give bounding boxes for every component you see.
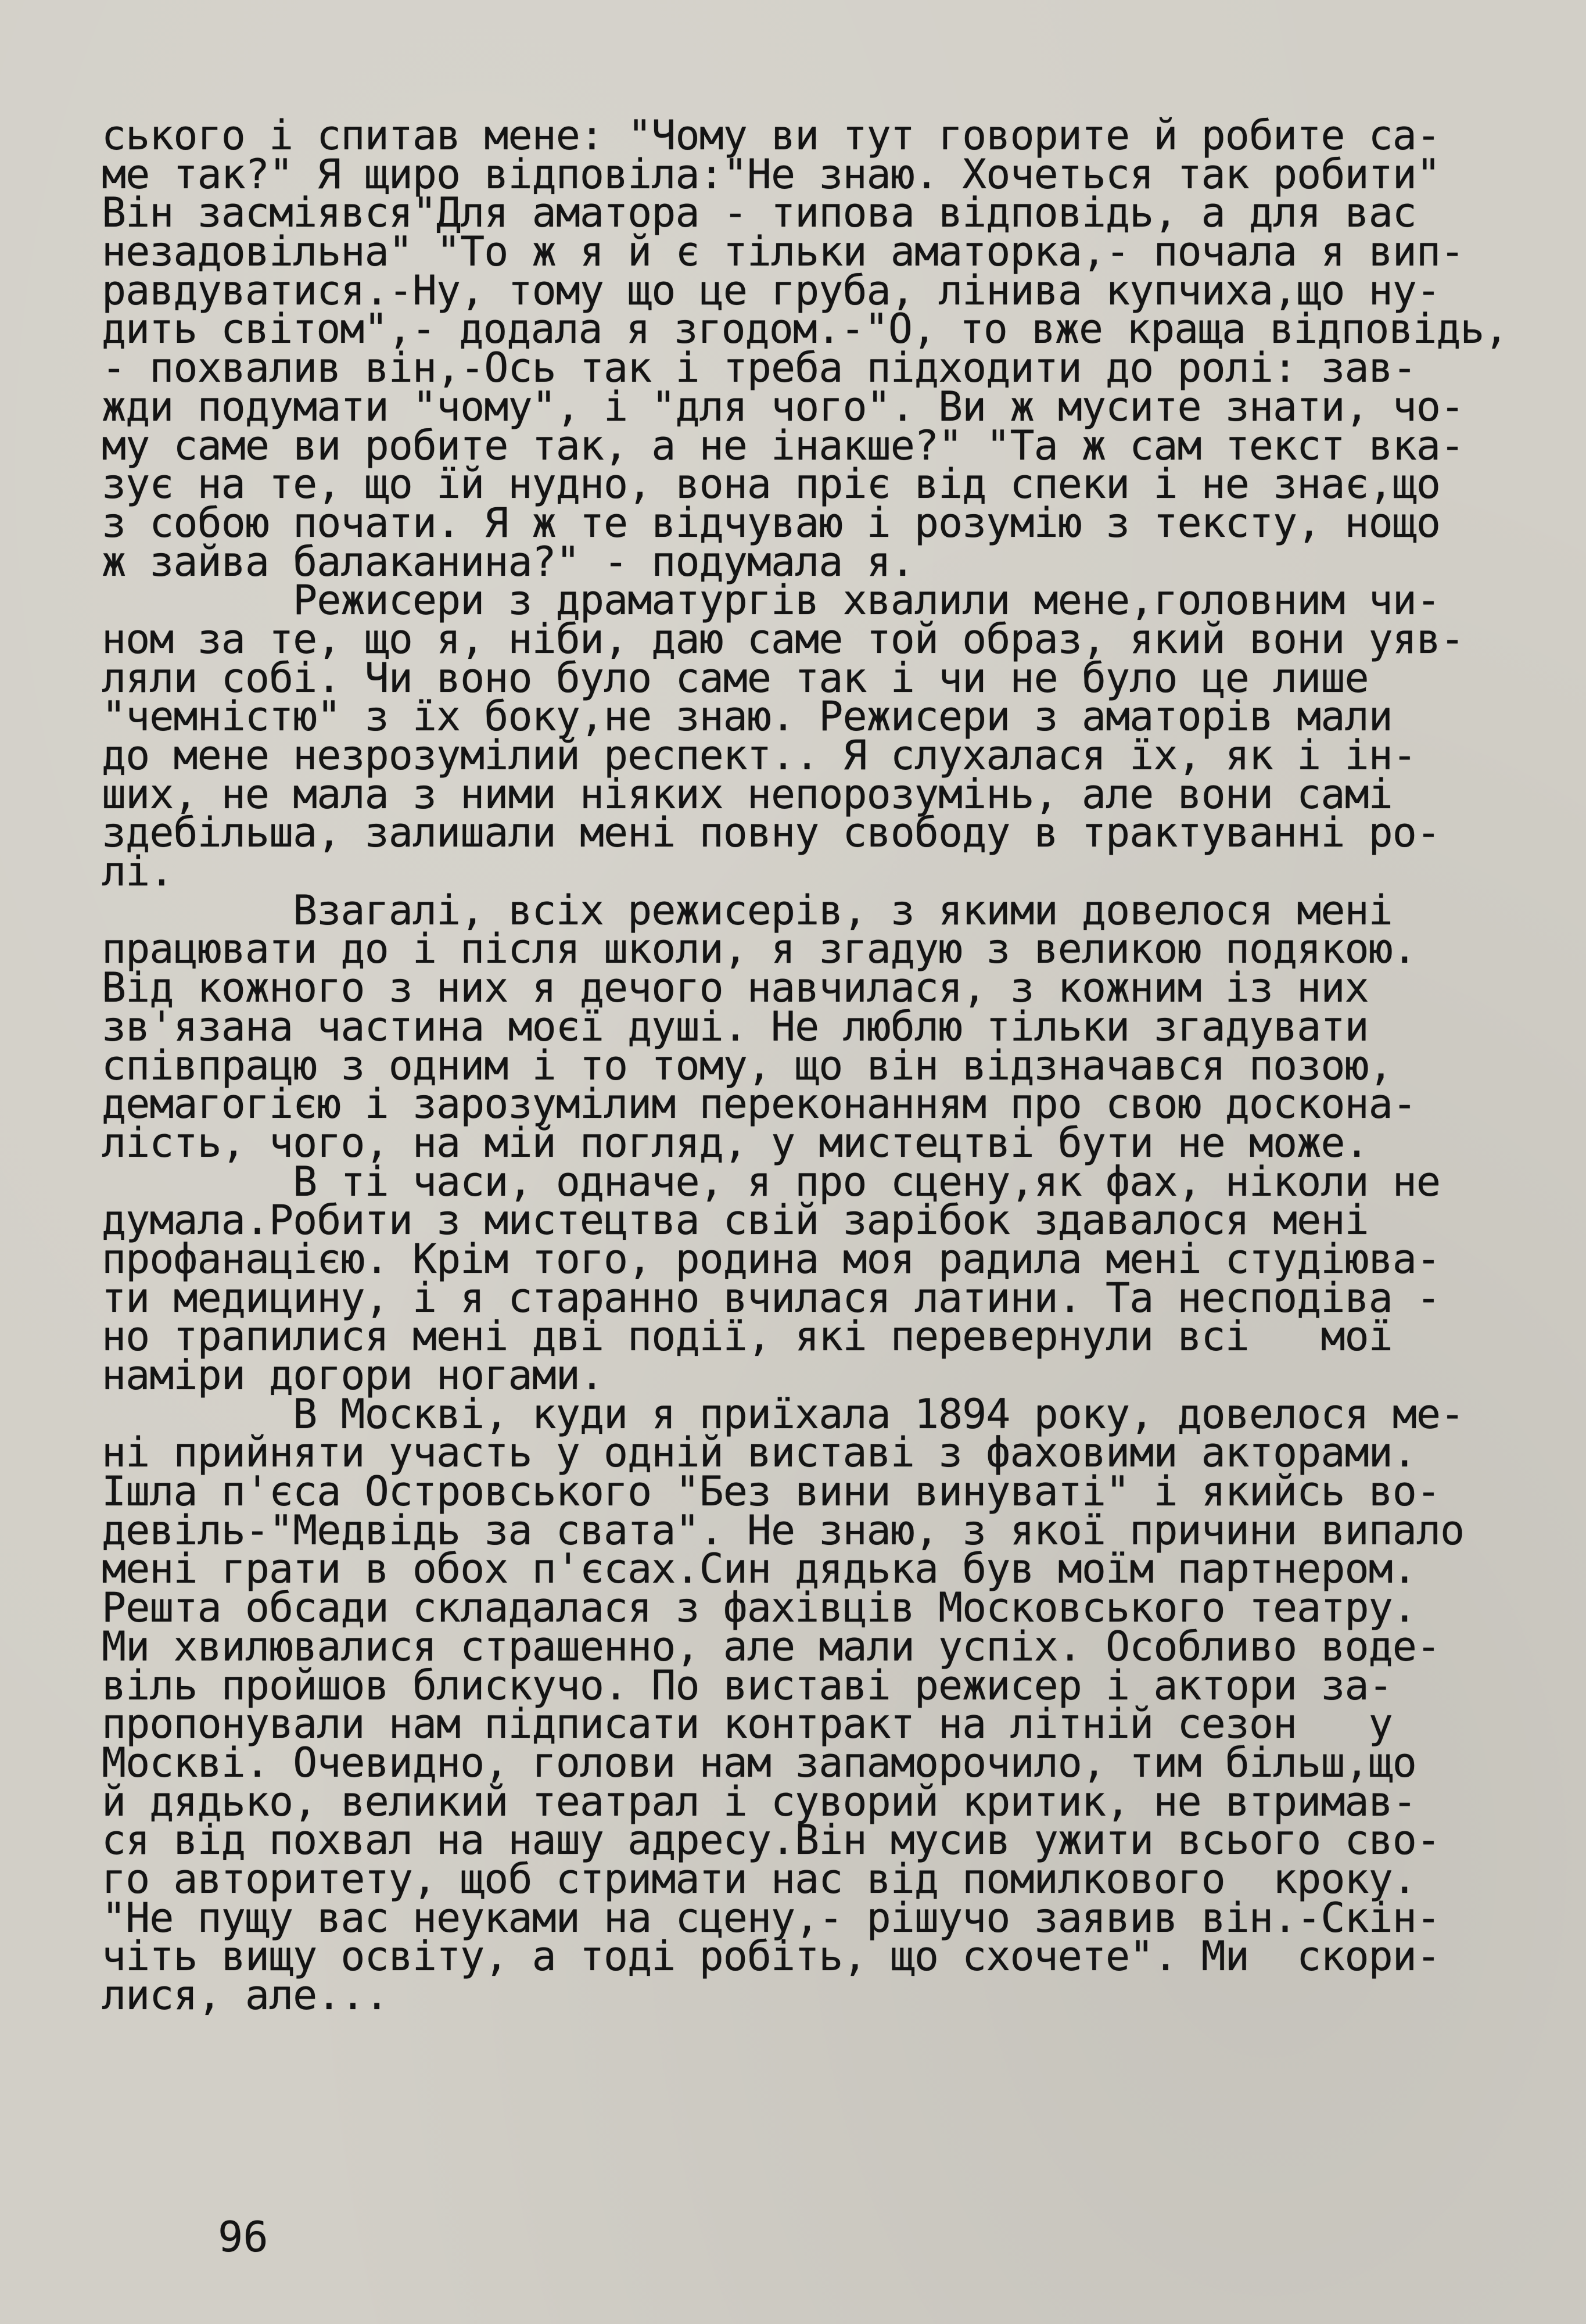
text-line: - похвалив він,-Ось так і треба підходити до ролі: зав- xyxy=(102,344,1416,392)
text-line: му саме ви робите так, а не інакше?" "Та ж сам текст вка- xyxy=(102,421,1465,469)
text-line: мені грати в обох п'єсах.Син дядька був моїм партнером. xyxy=(102,1545,1416,1593)
text-line: Режисери з драматургів хвалили мене,головним чи- xyxy=(102,576,1441,625)
text-line: ших, не мала з ними ніяких непорозумінь, але вони самі xyxy=(102,770,1393,818)
text-line: Решта обсади складалася з фахівців Московського театру. xyxy=(102,1584,1416,1632)
text-line: працювати до і після школи, я згадую з великою подякою. xyxy=(102,925,1416,973)
text-line: профанацією. Крім того, родина моя радила мені студіюва- xyxy=(102,1235,1441,1283)
text-line: Він засміявся"Для аматора - типова відповідь, а для вас xyxy=(102,189,1416,237)
text-line: думала.Робити з мистецтва свій зарібок здавалося мені xyxy=(102,1196,1369,1245)
text-line: лися, але... xyxy=(102,1971,389,2019)
text-line: дить світом",- додала я згодом.-"О, то вже краща відповідь, xyxy=(102,305,1508,353)
text-line: Москві. Очевидно, голови нам запаморочило, тим більш,що xyxy=(102,1738,1416,1787)
text-line: чіть вищу освіту, а тоді робіть, що схочете". Ми скори- xyxy=(102,1932,1441,1981)
text-line: ти медицину, і я старанно вчилася латини. Та несподівa - xyxy=(102,1274,1441,1322)
text-line: й дядько, великий театрал і суворий критик, не втримав- xyxy=(102,1777,1416,1826)
text-line: ського і спитав мене: "Чому ви тут говорите й робите са- xyxy=(102,112,1441,159)
page-text xyxy=(102,112,1508,2019)
text-line: В Москві, куди я приїхала 1894 року, довелося ме- xyxy=(102,1390,1465,1438)
text-line: ся від похвал на нашу адресу.Він мусив ужити всього сво- xyxy=(102,1816,1441,1864)
text-line: ме так?" Я щиро відповіла:"Не знаю. Хочеться так робити" xyxy=(102,150,1441,198)
text-line: лі. xyxy=(102,848,174,896)
text-line: з собою почати. Я ж те відчуваю і розумію з тексту, нощо xyxy=(102,498,1441,547)
text-line: Взагалі, всіх режисерів, з якими довелося мені xyxy=(102,886,1393,934)
text-line: го авторитету, щоб стримати нас від помилкового кроку. xyxy=(102,1855,1416,1903)
text-line: Ми хвилювалися страшенно, але мали успіх. Особливо воде- xyxy=(102,1622,1441,1670)
text-line: незадовільна" "То ж я й є тільки аматорка,- почала я вип- xyxy=(102,228,1465,276)
text-line: В ті часи, одначе, я про сцену,як фах, ніколи не xyxy=(102,1157,1441,1206)
text-line: ні прийняти участь у одній виставі з фаховими акторами. xyxy=(102,1429,1416,1477)
text-line: віль пройшов блискучо. По виставі режисер і актори за- xyxy=(102,1661,1393,1709)
text-line: ляли собі. Чи воно було саме так і чи не було це лише xyxy=(102,654,1369,702)
page-number: 96 xyxy=(218,2212,268,2261)
text-line: "Не пущу вас неуками на сцену,- рішучо заявив він.-Скін- xyxy=(102,1893,1441,1942)
text-line: жди подумати "чому", і "для чого". Ви ж мусите знати, чо- xyxy=(102,382,1465,431)
text-line: ж зайва балаканина?" - подумала я. xyxy=(102,537,914,586)
text-line: зує на те, що їй нудно, вона пріє від спеки і не знає,що xyxy=(102,460,1441,508)
text-line: равдуватися.-Ну, тому що це груба, лінива купчиха,що ну- xyxy=(102,266,1441,314)
text-line: до мене незрозумілий респект.. Я слухалася їх, як і ін- xyxy=(102,731,1416,779)
text-line: співпрацю з одним і то тому, що він відзначався позою, xyxy=(102,1041,1393,1089)
text-line: но трапилися мені дві події, які перевернули всі мої xyxy=(102,1312,1393,1361)
text-line: девіль-"Медвідь за свата". Не знаю, з якої причини випало xyxy=(102,1506,1465,1554)
text-line: зв'язана частина моєї душі. Не люблю тільки згадувати xyxy=(102,1002,1369,1050)
text-line: ном за те, що я, ніби, даю саме той образ, який вони уяв- xyxy=(102,615,1465,663)
text-line: пропонували нам підписати контракт на літній сезон у xyxy=(102,1700,1393,1748)
text-line: демагогією і зарозумілим переконанням про свою доскона- xyxy=(102,1080,1416,1128)
text-line: Ішла п'єса Островського "Без вини винуваті" і якийсь во- xyxy=(102,1468,1441,1516)
text-line: "чемністю" з їх боку,не знаю. Режисери з аматорів мали xyxy=(102,693,1393,741)
text-line: Від кожного з них я дечого навчилася, з кожним із них xyxy=(102,964,1369,1012)
text-line: наміри догори ногами. xyxy=(102,1351,604,1399)
text-line: здебільша, залишали мені повну свободу в трактуванні ро- xyxy=(102,809,1441,857)
text-line: лість, чого, на мій погляд, у мистецтві бути не може. xyxy=(102,1118,1369,1167)
